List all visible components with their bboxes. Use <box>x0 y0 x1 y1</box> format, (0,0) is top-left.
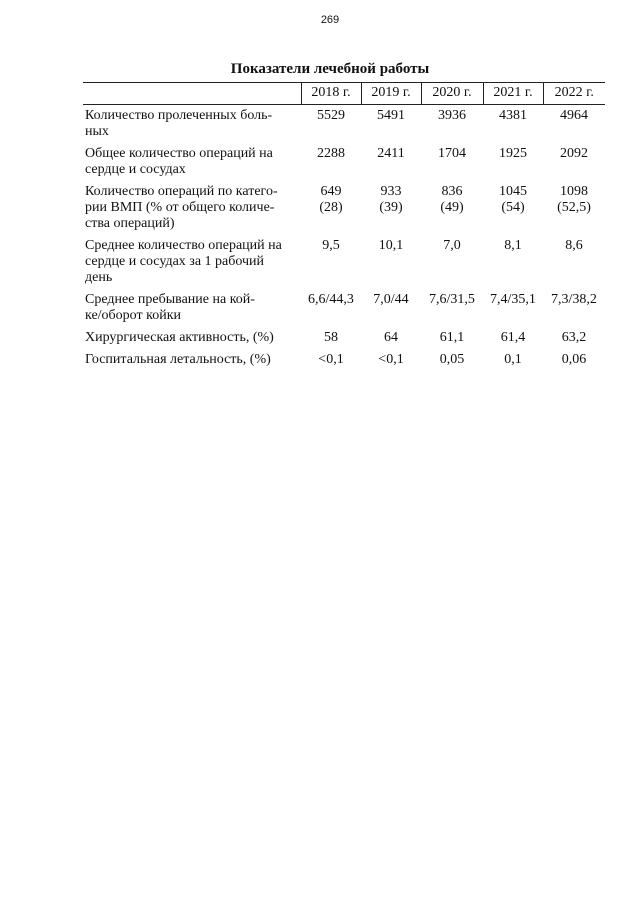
table-row <box>83 235 605 289</box>
row-label-line: Среднее пребывание на кой- <box>85 292 255 307</box>
value-line: 5529 <box>317 108 345 123</box>
value-line: 63,2 <box>561 330 587 345</box>
table-title: Показатели лечебной работы <box>230 61 430 77</box>
value-line: 0,1 <box>504 352 522 367</box>
value-cell <box>421 143 483 181</box>
value-line: 58 <box>324 330 338 345</box>
row-label-line: Общее количество операций на <box>85 146 273 161</box>
value-line: 2092 <box>560 146 588 161</box>
value-cell <box>301 327 361 349</box>
value-cell <box>301 181 361 235</box>
row-label <box>83 181 301 235</box>
value-cell <box>361 349 421 371</box>
value-line: 7,0 <box>443 238 461 253</box>
value-line: 2411 <box>377 146 405 161</box>
value-line: 7,0/44 <box>373 292 409 307</box>
value-line: 836 <box>441 184 463 199</box>
value-cell <box>421 181 483 235</box>
indicators-table <box>83 82 605 371</box>
row-label <box>83 143 301 181</box>
value-line: 6,6/44,3 <box>308 292 354 307</box>
row-label <box>83 289 301 327</box>
value-cell <box>543 289 605 327</box>
row-label-line: Среднее количество операций на <box>85 238 282 253</box>
value-cell <box>361 105 421 144</box>
value-cell <box>361 181 421 235</box>
value-line: 4381 <box>499 108 527 123</box>
value-cell <box>543 235 605 289</box>
value-cell <box>361 235 421 289</box>
row-label <box>83 105 301 144</box>
row-label-line: Количество операций по катего- <box>85 184 278 199</box>
row-label-line: сердце и сосудах <box>85 162 186 177</box>
value-cell <box>301 235 361 289</box>
value-line: 1925 <box>499 146 527 161</box>
value-line: 8,6 <box>565 238 583 253</box>
row-label-line: Количество пролеченных боль- <box>85 108 273 123</box>
value-cell <box>483 143 543 181</box>
value-line: (54) <box>501 200 525 215</box>
value-cell <box>421 105 483 144</box>
value-cell <box>483 327 543 349</box>
value-line: <0,1 <box>318 352 344 367</box>
value-line: 7,4/35,1 <box>490 292 536 307</box>
value-line: 0,05 <box>439 352 465 367</box>
value-line: 5491 <box>377 108 405 123</box>
row-label <box>83 235 301 289</box>
value-cell <box>483 235 543 289</box>
value-cell <box>421 289 483 327</box>
row-label-line: ке/оборот койки <box>85 308 181 323</box>
value-line: (49) <box>440 200 464 215</box>
table-row <box>83 327 605 349</box>
row-label-line: сердце и сосудах за 1 рабочий <box>85 254 265 269</box>
value-line: 2288 <box>317 146 345 161</box>
table-row <box>83 181 605 235</box>
column-header: 2022 г. <box>543 83 605 105</box>
value-cell <box>543 105 605 144</box>
value-line: 7,3/38,2 <box>551 292 597 307</box>
value-cell <box>301 143 361 181</box>
value-line: 0,06 <box>561 352 587 367</box>
value-line: (52,5) <box>557 200 591 215</box>
value-line: 61,1 <box>439 330 465 345</box>
value-cell <box>301 289 361 327</box>
value-line: (39) <box>379 200 403 215</box>
column-header: 2020 г. <box>421 83 483 105</box>
value-line: 1704 <box>438 146 466 161</box>
value-line: 3936 <box>438 108 466 123</box>
value-cell <box>301 349 361 371</box>
value-line: (28) <box>319 200 343 215</box>
value-cell <box>543 143 605 181</box>
table-row <box>83 143 605 181</box>
page-number: 269 <box>320 14 340 26</box>
value-cell <box>543 349 605 371</box>
column-header: 2019 г. <box>361 83 421 105</box>
header-label-cell <box>83 83 301 105</box>
value-cell <box>483 349 543 371</box>
row-label-line: Госпитальная летальность, (%) <box>85 352 271 367</box>
row-label-line: Хирургическая активность, (%) <box>85 330 274 345</box>
value-cell <box>483 181 543 235</box>
value-line: 10,1 <box>378 238 404 253</box>
table-row <box>83 105 605 144</box>
value-line: 1045 <box>499 184 527 199</box>
value-cell <box>421 349 483 371</box>
value-cell <box>361 289 421 327</box>
row-label-line: ства операций) <box>85 216 175 231</box>
value-cell <box>361 143 421 181</box>
table-row <box>83 289 605 327</box>
row-label-line: рии ВМП (% от общего количе- <box>85 200 275 215</box>
value-cell <box>483 105 543 144</box>
value-line: 4964 <box>560 108 588 123</box>
value-cell <box>421 327 483 349</box>
table-row <box>83 349 605 371</box>
header-row <box>83 83 605 105</box>
value-line: 8,1 <box>504 238 522 253</box>
value-cell <box>483 289 543 327</box>
value-line: 649 <box>320 184 342 199</box>
column-header: 2021 г. <box>483 83 543 105</box>
value-line: 7,6/31,5 <box>429 292 475 307</box>
value-line: 933 <box>380 184 402 199</box>
value-line: 61,4 <box>500 330 526 345</box>
value-cell <box>543 327 605 349</box>
value-cell <box>361 327 421 349</box>
value-line: 1098 <box>560 184 588 199</box>
value-cell <box>301 105 361 144</box>
row-label-line: день <box>85 270 113 285</box>
value-line: 9,5 <box>322 238 340 253</box>
value-line: <0,1 <box>378 352 404 367</box>
value-cell <box>543 181 605 235</box>
row-label <box>83 349 301 371</box>
column-header: 2018 г. <box>301 83 361 105</box>
value-cell <box>421 235 483 289</box>
row-label-line: ных <box>85 124 109 139</box>
value-line: 64 <box>384 330 398 345</box>
row-label <box>83 327 301 349</box>
